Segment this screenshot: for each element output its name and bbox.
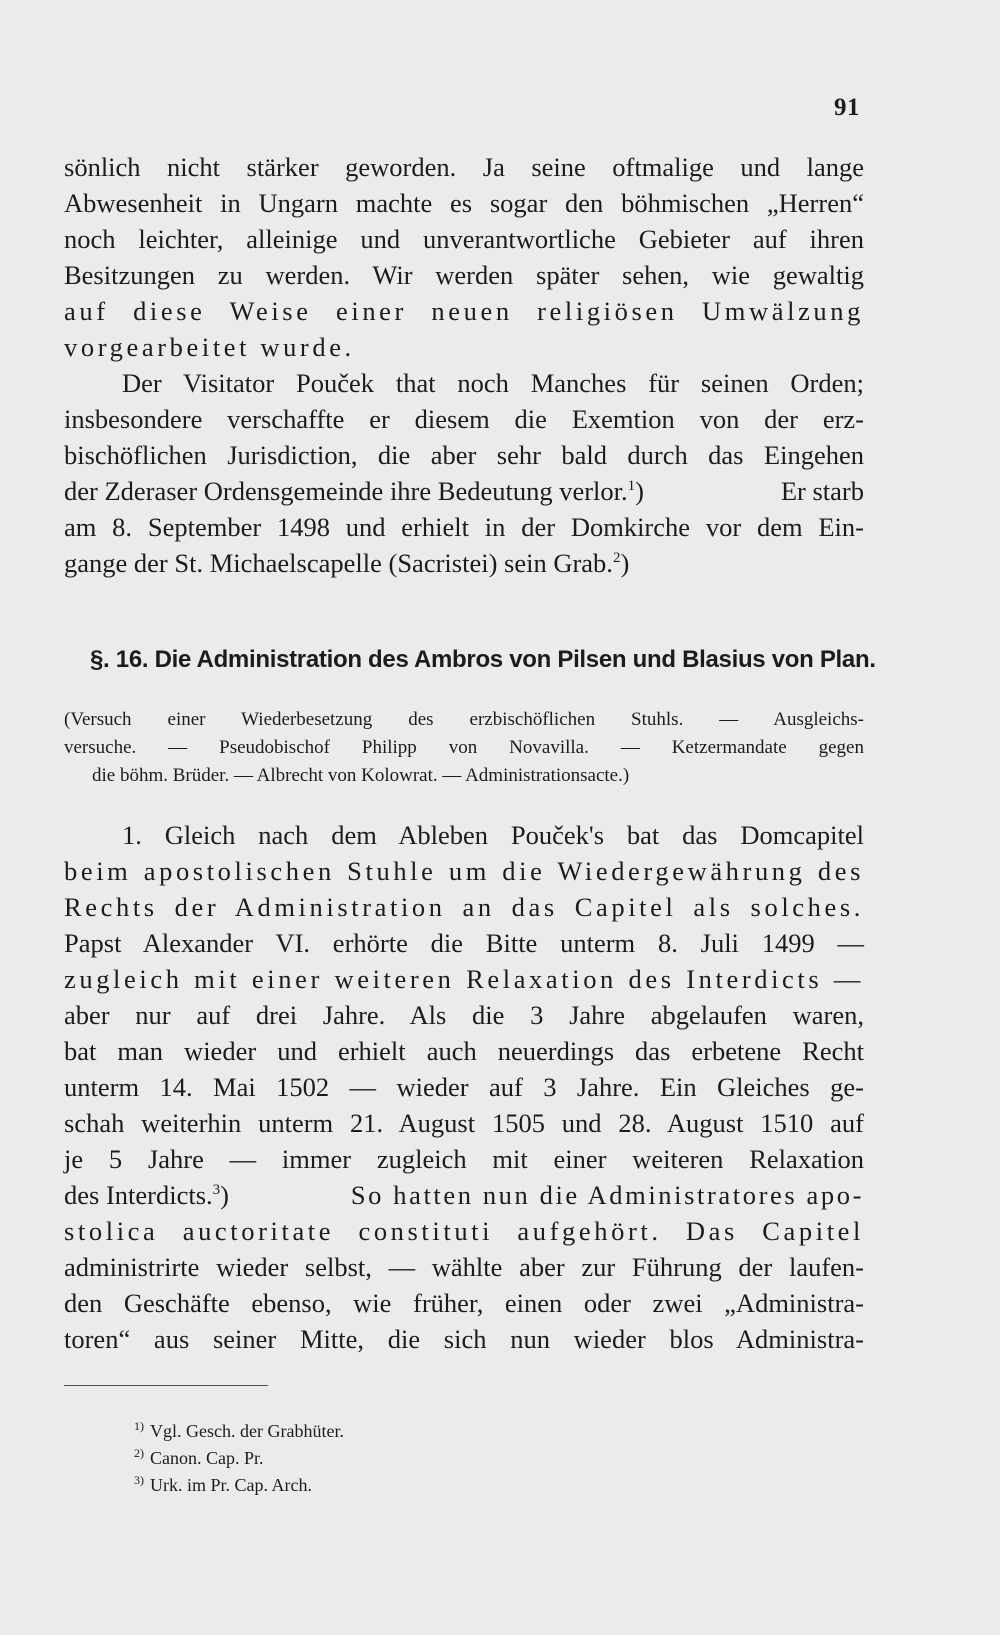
footnote-text: Canon. Cap. Pr. <box>150 1448 264 1468</box>
section-heading: §. 16. Die Administration des Ambros von Pilsen und Blasius von Plan. <box>90 646 876 673</box>
text-line: bat man wieder und erhielt auch neuerdings das erbetene Recht <box>64 1036 864 1066</box>
text-segment: So hatten nun die Administratores apo- <box>350 1180 864 1210</box>
text-segment: Er starb <box>780 476 864 506</box>
text-line: Papst Alexander VI. erhörte die Bitte unterm 8. Juli 1499 — <box>64 928 864 958</box>
text-segment: gange der St. Michaelscapelle (Sacristei) sein Grab. <box>64 548 613 578</box>
footnote-ref-close: ) <box>620 548 630 578</box>
text-line: schah weiterhin unterm 21. August 1505 und 28. August 1510 auf <box>64 1108 864 1138</box>
text-line: Abwesenheit in Ungarn machte es sogar den böhmischen „Herren“ <box>64 188 864 218</box>
footnote-mark: 1) <box>134 1419 144 1433</box>
text-line: beim apostolischen Stuhle um die Wiedergewährung des <box>64 856 864 886</box>
text-line: Der Visitator Pouček that noch Manches für seinen Orden; <box>122 368 864 398</box>
text-line: am 8. September 1498 und erhielt in der Domkirche vor dem Ein- <box>64 512 864 542</box>
text-segment: der Zderaser Ordensgemeinde ihre Bedeutung verlor. <box>64 476 628 506</box>
text-line <box>64 1178 864 1212</box>
footnote-ref-close: ) <box>220 1180 229 1210</box>
footnote-mark: 3) <box>134 1473 144 1487</box>
text-line: toren“ aus seiner Mitte, die sich nun wieder blos Administra- <box>64 1324 864 1354</box>
text-line: zugleich mit einer weiteren Relaxation des Interdicts — <box>64 964 864 994</box>
footnote-mark: 2) <box>134 1446 144 1460</box>
page-number: 91 <box>834 94 860 121</box>
text-line: unterm 14. Mai 1502 — wieder auf 3 Jahre. Ein Gleiches ge- <box>64 1072 864 1102</box>
footnote-ref: 2 <box>612 550 621 567</box>
text-line: Rechts der Administration an das Capitel als solches. <box>64 892 864 922</box>
footnote-ref: 3 <box>212 1182 221 1199</box>
text-line: noch leichter, alleinige und unverantwortliche Gebieter auf ihren <box>64 224 864 254</box>
footnote <box>134 1441 264 1470</box>
text-line: insbesondere verschaffte er diesem die Exemtion von der erz- <box>64 404 864 434</box>
text-line: den Geschäfte ebenso, wie früher, einen oder zwei „Administra- <box>64 1288 864 1318</box>
footnote-text: Vgl. Gesch. der Grabhüter. <box>150 1421 344 1441</box>
text-line: administrirte wieder selbst, — wählte aber zur Führung der laufen- <box>64 1252 864 1282</box>
text-line: aber nur auf drei Jahre. Als die 3 Jahre abgelaufen waren, <box>64 1000 864 1030</box>
footnote-ref-close: ) <box>635 476 644 506</box>
text-segment: des Interdicts. <box>64 1180 213 1210</box>
footnote-divider <box>64 1385 268 1386</box>
text-line <box>64 546 629 580</box>
text-line: 1. Gleich nach dem Ableben Pouček's bat das Domcapitel <box>122 820 864 850</box>
text-line: sönlich nicht stärker geworden. Ja seine oftmalige und lange <box>64 152 864 182</box>
footnote <box>134 1468 312 1497</box>
text-line: vorgearbeitet wurde. <box>64 332 355 362</box>
footnote <box>134 1414 344 1443</box>
summary-line: versuche. — Pseudobischof Philipp von Novavilla. — Ketzermandate gegen <box>64 737 864 758</box>
footnote-ref: 1 <box>627 478 636 495</box>
footnote-text: Urk. im Pr. Cap. Arch. <box>150 1475 312 1495</box>
text-line: auf diese Weise einer neuen religiösen Umwälzung <box>64 296 864 326</box>
text-line: bischöflichen Jurisdiction, die aber sehr bald durch das Eingehen <box>64 440 864 470</box>
summary-line: die böhm. Brüder. — Albrecht von Kolowrat. — Administrationsacte.) <box>92 765 630 786</box>
text-line: stolica auctoritate constituti aufgehört. Das Capitel <box>64 1216 864 1246</box>
text-line: Besitzungen zu werden. Wir werden später sehen, wie gewaltig <box>64 260 864 290</box>
text-line <box>64 474 864 508</box>
summary-line: (Versuch einer Wiederbesetzung des erzbischöflichen Stuhls. — Ausgleichs- <box>64 709 864 730</box>
text-line: je 5 Jahre — immer zugleich mit einer weiteren Relaxation <box>64 1144 864 1174</box>
